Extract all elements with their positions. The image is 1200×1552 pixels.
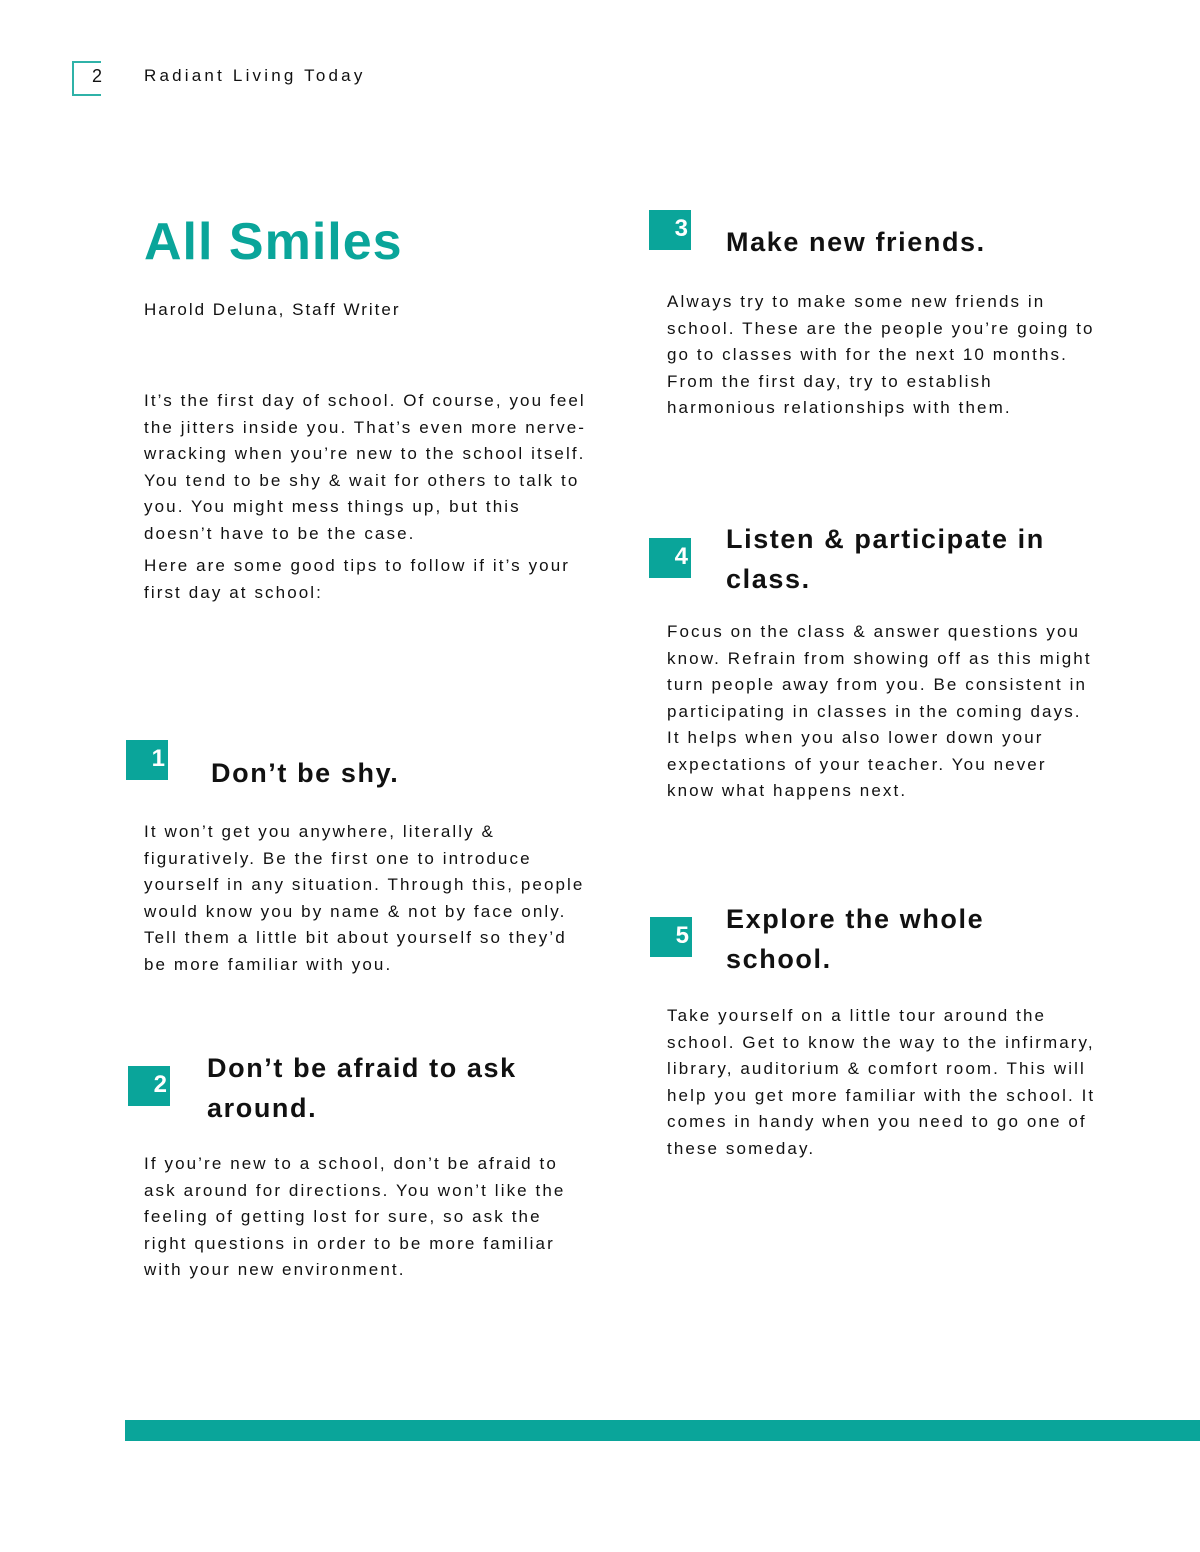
intro-paragraph: It’s the first day of school. Of course, you feel the jitters inside you. That’s even more nerve-wracking when you’re new to the school itself. You tend to be shy & wait for others to talk to you. You might mess things up, but this doesn’t have to be the case. — [144, 391, 587, 543]
tip-number-badge: 3 — [649, 210, 691, 250]
tip-body: It won’t get you anywhere, literally & figuratively. Be the first one to introduce yourself in any situation. Through this, people would know you by name & not by face only. Tell them a little bit about yourself so they’d be more familiar with you. — [144, 822, 585, 974]
tip-body: Always try to make some new friends in school. These are the people you’re going to go to classes with for the next 10 months. From the first day, try to establish harmonious relationships with them. — [667, 292, 1095, 417]
footer-accent-bar — [125, 1420, 1200, 1441]
tip-number-badge: 2 — [128, 1066, 170, 1106]
tip-number-badge: 5 — [650, 917, 692, 957]
tip-heading: Don’t be shy. — [211, 758, 400, 788]
tip-heading: Explore the whole school. — [726, 904, 985, 974]
intro — [144, 388, 596, 606]
intro-paragraph: Here are some good tips to follow if it’s your first day at school: — [144, 556, 571, 602]
tip-heading: Don’t be afraid to ask around. — [207, 1053, 517, 1123]
tip-heading: Make new friends. — [726, 227, 986, 257]
tip-body: Focus on the class & answer questions you know. Refrain from showing off as this might turn people away from you. Be consistent in participating in classes in the coming days. It helps when you also lower down your expectations of your teacher. You never know what happens next. — [667, 622, 1092, 800]
tip-body: Take yourself on a little tour around the school. Get to know the way to the infirmary, library, auditorium & comfort room. This will help you get more familiar with the school. It comes in handy when you need to go one of these someday. — [667, 1006, 1096, 1158]
tip-heading: Listen & participate in class. — [726, 524, 1045, 594]
tip-number-badge: 1 — [126, 740, 168, 780]
tip-number-badge: 4 — [649, 538, 691, 578]
page-number: 2 — [92, 66, 103, 86]
article-title: All Smiles — [144, 213, 403, 271]
publication-name: Radiant Living Today — [144, 66, 366, 85]
byline: Harold Deluna, Staff Writer — [144, 300, 401, 319]
tip-body: If you’re new to a school, don’t be afraid to ask around for directions. You won’t like the feeling of getting lost for sure, so ask the right questions in order to be more familiar with your new environment. — [144, 1154, 566, 1279]
